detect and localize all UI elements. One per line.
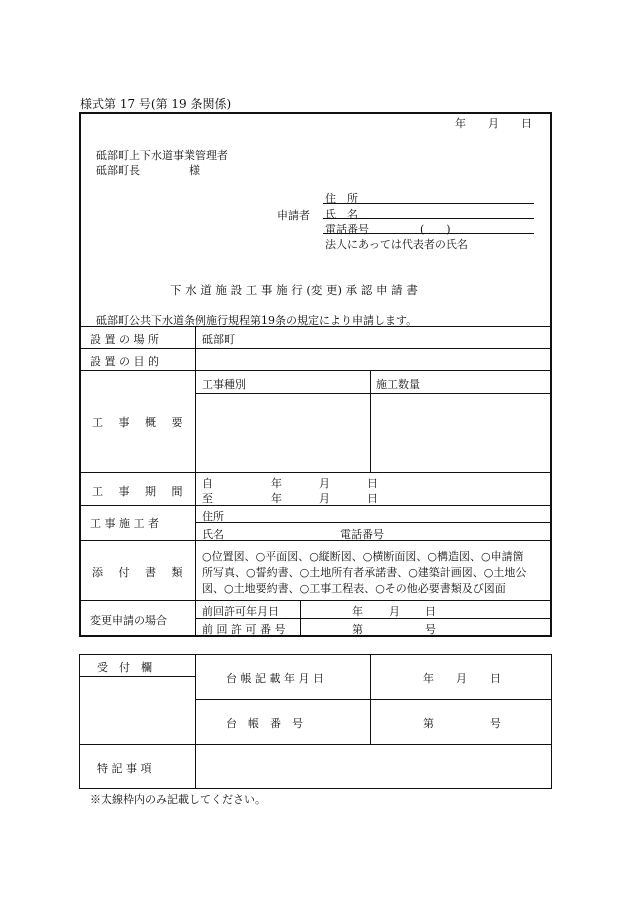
row-line	[80, 326, 551, 327]
row-line	[80, 676, 195, 677]
row-line	[80, 472, 551, 473]
prev-date-day: 日	[425, 605, 436, 618]
purpose-label: 設 置 の 目 的	[90, 355, 159, 368]
period-to-month: 月	[319, 492, 330, 505]
attachments-line1: ○位置図、○平面図、○縦断図、○横断面図、○構造図、○申請箇	[202, 550, 524, 563]
prev-number-prefix: 第	[352, 623, 363, 636]
period-to-year: 年	[271, 492, 282, 505]
applicant-corp-note: 法人にあっては代表者の氏名	[325, 238, 468, 251]
col-line	[195, 654, 196, 789]
ledger-month: 月	[456, 672, 467, 685]
ledger-number-prefix: 第	[423, 717, 434, 730]
attachments-label: 添 付 書 類	[92, 566, 189, 579]
ledger-number-suffix: 号	[490, 717, 501, 730]
contractor-phone: 電話番号	[340, 528, 384, 541]
phone-underline	[323, 233, 534, 234]
addressee-line2: 砥部町長	[96, 164, 140, 177]
row-line	[80, 540, 551, 541]
intro-text: 砥部町公共下水道条例施行規程第19条の規定により申請します。	[96, 314, 418, 327]
contractor-address: 住所	[202, 510, 224, 523]
quantity-header: 施工数量	[376, 378, 420, 391]
period-to: 至	[202, 492, 213, 505]
name-underline	[323, 218, 534, 219]
addressee-honorific: 様	[189, 164, 200, 177]
change-label: 変更申請の場合	[90, 614, 167, 627]
row-line	[80, 348, 551, 349]
col-line	[370, 370, 371, 472]
document-title: 下 水 道 施 設 工 事 施 行 (変 更) 承 認 申 請 書	[170, 283, 418, 297]
period-from-month: 月	[319, 477, 330, 490]
applicant-name-label: 氏 名	[325, 208, 358, 221]
applicant-address-label: 住 所	[325, 192, 358, 205]
ledger-day: 日	[490, 672, 501, 685]
date-year: 年	[455, 117, 466, 130]
prev-date-year: 年	[352, 605, 363, 618]
period-to-day: 日	[367, 492, 378, 505]
work-type-header: 工事種別	[202, 378, 246, 391]
addressee-line1: 砥部町上下水道事業管理者	[96, 149, 228, 162]
footnote: ※太線枠内のみ記載してください。	[90, 793, 266, 806]
date-day: 日	[521, 117, 532, 130]
row-line	[80, 744, 551, 745]
period-label: 工 事 期 間	[92, 485, 189, 498]
col-line	[300, 600, 301, 636]
row-line	[80, 370, 551, 371]
row-line	[195, 393, 551, 394]
overview-label: 工 事 概 要	[92, 416, 189, 429]
prev-date-label: 前回許可年月日	[202, 605, 279, 618]
date-month: 月	[488, 117, 499, 130]
contractor-label: 工 事 施 工 者	[90, 517, 159, 530]
reception-label: 受 付 欄	[97, 661, 152, 674]
address-underline	[323, 203, 534, 204]
ledger-number-label: 台 帳 番 号	[226, 717, 303, 730]
attachments-line2: 所写真、○誓約書、○土地所有者承諾書、○建築計画図、○土地公	[202, 566, 527, 579]
attachments-line3: 図、○土地要約書、○工事工程表、○その他必要書類及び図面	[202, 582, 506, 595]
applicant-phone-paren: ( )	[420, 223, 451, 236]
applicant-phone-label: 電話番号	[325, 223, 369, 236]
location-label: 設 置 の 場 所	[90, 333, 159, 346]
applicant-label: 申請者	[277, 209, 310, 222]
col-line	[195, 326, 196, 636]
period-from-day: 日	[367, 477, 378, 490]
ledger-year: 年	[423, 672, 434, 685]
prev-number-label: 前 回 許 可 番 号	[202, 623, 286, 636]
period-from-year: 年	[271, 477, 282, 490]
row-line	[195, 522, 551, 523]
prev-date-month: 月	[389, 605, 400, 618]
form-number: 様式第 17 号(第 19 条関係)	[80, 97, 232, 111]
ledger-date-label: 台 帳 記 載 年 月 日	[226, 672, 324, 685]
period-from: 自	[202, 477, 213, 490]
row-line	[195, 699, 551, 700]
special-notes-label: 特 記 事 項	[97, 762, 152, 775]
prev-number-suffix: 号	[425, 623, 436, 636]
row-line	[80, 600, 551, 601]
location-value: 砥部町	[202, 333, 235, 346]
row-line	[80, 505, 551, 506]
contractor-name: 氏名	[202, 528, 224, 541]
